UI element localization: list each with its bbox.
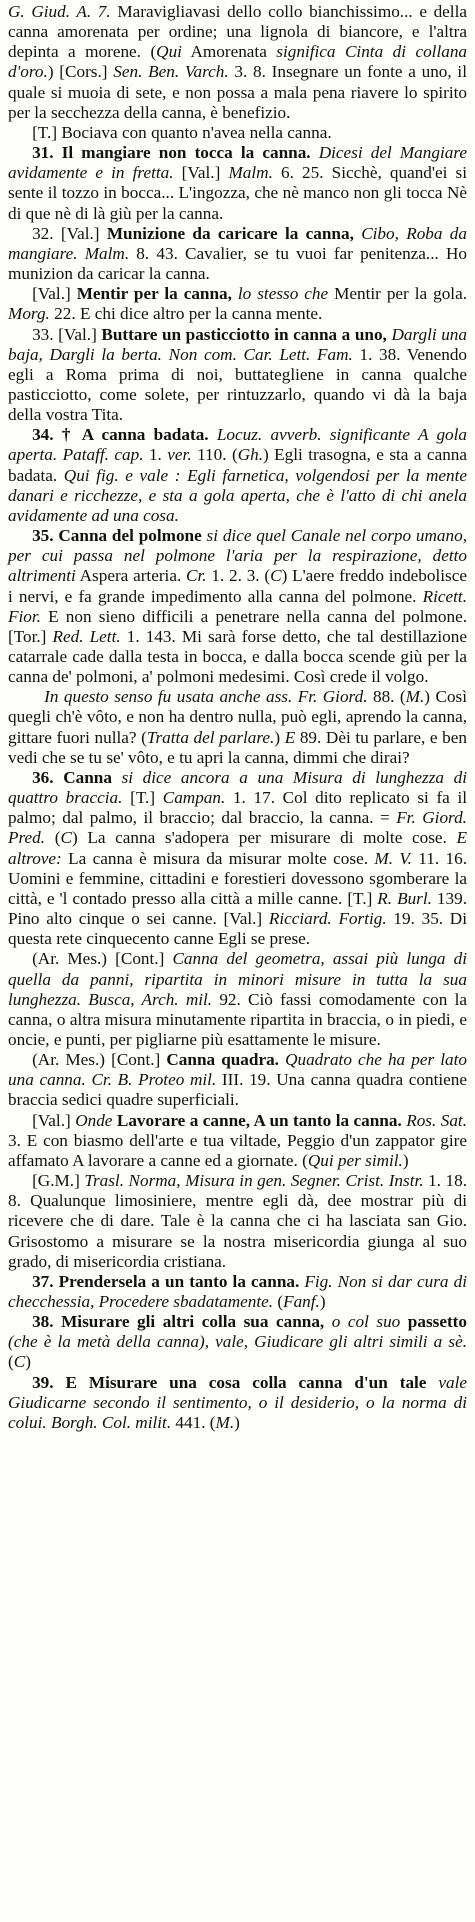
entry-paragraph (8, 526, 467, 687)
headword-run: Buttare un pasticciotto in canna a uno, (101, 324, 387, 344)
italic-run: significa Cinta di collana d'oro. (8, 42, 468, 82)
italic-run: Dargli una baja, Dargli la berta. Non com. Car. Lett. Fam. (8, 324, 467, 364)
entry-paragraph (8, 1272, 467, 1312)
italic-run: C (60, 828, 72, 848)
italic-run: Ricciard. Fortig. (268, 909, 387, 929)
entry-paragraph (8, 284, 467, 324)
headword-run: 35. Canna del polmone (32, 526, 202, 546)
text-run: 32. [Val.] (32, 223, 107, 243)
italic-run: Fr. Giord. Pred. (8, 808, 467, 848)
text-run: 11. 16. Uomini e femmine, cittadini e forestieri dovessono sgomberare la città, e 'l contado presso alla città a mille canne. [T.] (8, 848, 467, 908)
italic-run: Qui per simil. (307, 1150, 403, 1170)
italic-run: C (270, 566, 282, 586)
text-run: ) [Cors.] (47, 62, 114, 82)
headword-run: Lavorare a canne, A un tanto la canna. (112, 1110, 402, 1130)
entry-paragraph (8, 687, 467, 768)
italic-run: Onde (75, 1110, 113, 1130)
entry-paragraph (8, 425, 467, 526)
italic-run: Tratta del parlare. (146, 727, 275, 747)
text-run: ( (45, 828, 61, 848)
entry-paragraph (8, 1312, 467, 1372)
italic-run: (che è la metà della canna), vale, Giudicare gli altri simili a sè. (8, 1332, 467, 1352)
italic-run: Qui (156, 42, 182, 62)
italic-run: C (13, 1352, 26, 1372)
headword-run: Munizione da caricare la canna, (106, 223, 354, 243)
text-run: Aspera arteria. (75, 566, 187, 586)
entry-paragraph (8, 325, 467, 426)
italic-run: M. (215, 1412, 235, 1432)
italic-run: Fig. Non si dar cura di checchessia, Procedere sbadatamente. (8, 1271, 468, 1311)
text-run: III. 19. Una canna quadra contiene braccia sedici quadre superficiali. (8, 1070, 467, 1110)
italic-run: Morg. (8, 304, 50, 324)
text-run: ) (25, 1352, 31, 1372)
entry-paragraph (8, 949, 467, 1050)
text-run: ) Egli trasognа, e sta a canna badata. (8, 445, 468, 485)
headword-run: passetto (407, 1312, 467, 1332)
italic-run: Ricett. Fior. (8, 586, 467, 626)
italic-run: lo stesso che (231, 284, 329, 304)
entry-paragraph (8, 224, 467, 284)
text-run: ) (274, 727, 285, 747)
entry-paragraph (8, 1050, 467, 1110)
italic-run: Quadrato che ha per lato una canna. Cr. B. Proteo mil. (8, 1050, 467, 1090)
text-run: 88. ( (367, 687, 406, 707)
text-run: 1. 38. Venendo egli a Roma prima di noi, buttategliene in canna qualche pasticciotto, come solete, per rintuzzarlo, quando vi dà la baja della vostra Tita. (8, 344, 468, 425)
italic-run: si dice quel Canale nel corpo umano, per cui passa nel polmone l'aria per la respirazione, detto altrimenti (8, 526, 467, 586)
headword-run: 36. Canna (32, 767, 112, 787)
headword-run: 38. Misurare gli altri colla sua canna, (32, 1312, 325, 1332)
italic-run: M. V. (374, 848, 412, 868)
text-run: 3. 8. Insegnare un fonte a uno, il quale si muoia di sete, e non possa a mala pena riavere lo spirito per la secchezza della canna, è benefizio. (8, 62, 467, 122)
italic-run: E (284, 727, 296, 747)
headword-run: Canna quadra. (166, 1050, 279, 1070)
italic-run: E altrove: (8, 828, 467, 868)
text-run: E non sieno difficili a penetrare nella canna del polmone. [Tor.] (8, 606, 467, 646)
italic-run: Gh. (237, 445, 264, 465)
text-run: 1. 2. 3. ( (206, 566, 271, 586)
italic-run: Red. Lett. (52, 626, 121, 646)
text-run: 139. Pino alto cinque o sei canne. [Val.] (8, 888, 467, 929)
text-run: ) Così quegli ch'è vôto, e non ha dentro nulla, può egli, aprendo la canna, gittare fuori nulla? ( (8, 687, 467, 747)
headword-run: Mentir per la canna, (76, 284, 232, 304)
italic-run: Locuz. avverb. significante A gola aperta. Pataff. cap. (8, 425, 467, 465)
headword-run: 31. Il mangiare non tocca la canna. (32, 143, 311, 163)
text-run: [Val.] (32, 1110, 76, 1130)
entry-paragraph (8, 2, 467, 123)
italic-run: Ros. Sat. (401, 1110, 467, 1130)
entry-paragraph (8, 1171, 467, 1272)
text-run: 110. ( (191, 445, 238, 465)
text-run: ) La canna s'adopera per misurare di molte cose. (71, 828, 457, 848)
text-run: 1. 17. Col dito replicato si fa il palmo; dal palmo, il braccio; dal braccio, la canna. = (8, 788, 468, 828)
italic-run: In questo senso fu usata anche ass. Fr. Giord. (44, 687, 368, 707)
entry-paragraph (8, 123, 467, 143)
text-run: [Val.] (173, 163, 229, 183)
text-run: 92. Ciò fassi comodamente con la canna, o altra misura minutamente ripartita in braccia, o in piedi, e oncie, e punti, per pigliarne più esattamente le misure. (8, 989, 467, 1049)
text-run: [T.] (122, 788, 163, 808)
text-run: Mentir per la gola. (328, 284, 467, 304)
headword-run: 39. E Misurare una cosa colla canna d'un tale (32, 1372, 427, 1392)
text-run: 6. 25. Sicchè, quand'ei si sente il tozzo in bocca... L'ingozza, che nè manco non gli tocca Nè di que nè di là giù per la canna. (8, 163, 468, 223)
text-run: ) (319, 1292, 326, 1311)
italic-run: Campan. (162, 788, 226, 808)
text-run: 89. Dèi tu parlare, e ben vedi che se tu se' vôto, e tu apri la canna, dimmi che dirai? (8, 727, 467, 767)
text-run: ( (273, 1292, 284, 1311)
text-run: [G.M.] (32, 1171, 85, 1191)
text-run: [T.] Bociava con quanto n'avea nella canna. (32, 122, 332, 142)
headword-run: 37. Prendersela a un tanto la canna. (32, 1271, 300, 1291)
entry-paragraph (8, 768, 467, 949)
text-run: 33. [Val.] (32, 324, 102, 344)
italic-run: si dice ancora a una Misura di lunghezza di quattro braccia. (8, 767, 467, 808)
italic-run: Cr. (186, 566, 207, 586)
text-run: [Val.] (32, 284, 77, 304)
text-run: 19. 35. Di questa rete cinquecento canne Egli se prese. (8, 909, 467, 949)
italic-run: Canna del geometra, assai più lunga di quella da panni, ripartita in minori misure in tutta la sua lunghezza. Busca, Arch. mil. (8, 949, 468, 1009)
entry-paragraph (8, 1373, 467, 1433)
italic-run: M. (405, 687, 425, 707)
text-run: 3. E con biasmo dell'arte e tua viltade, Peggio d'un zappator gire affamato A lavorare a canne ed a giornate. ( (8, 1130, 467, 1170)
text-run: 441. ( (171, 1412, 216, 1432)
text-run: 1. (143, 445, 168, 465)
italic-run: Dicesi del Mangiare avidamente e in fretta. (8, 143, 467, 183)
italic-run: Qui fig. e vale : Egli farnetica, volgendosi per la mente danari e ricchezze, e sta a gola aperta, che è l'atto di chi anela avidamente ad una cosa. (8, 465, 467, 525)
text-run: ) (234, 1412, 240, 1432)
italic-run: o col suo (324, 1312, 408, 1332)
headword-run: 34. † A canna badata. (32, 425, 209, 445)
text-run: 8. 43. Cavalier, se tu vuoi far penitenza... Ho munizion da caricar la canna. (8, 243, 468, 284)
italic-run: Cibo, Roba da mangiare. Malm. (8, 223, 467, 263)
text-run: ) (402, 1150, 409, 1170)
text-run: 1. 143. Mi sarà forse detto, che tal destillazione catarrale cade dalla testa in bocca, e dalla bocca scende giù per la canna de' polmoni, a' polmoni medesimi. Così crede il volgo. (8, 626, 467, 687)
italic-run: Sen. Ben. Varch. (113, 62, 229, 82)
text-run: Maravigliavasi dello collo bianchissimo... e della canna amorenata per ordine; una lignola di biancore, e l'altra depinta a morene. ( (8, 2, 467, 62)
italic-run: ver. (167, 445, 192, 465)
text-run: ) L'aere freddo indebolisce i nervi, e fa grande impedimento alla canna del polmone. (8, 566, 467, 606)
entry-paragraph (8, 1111, 467, 1171)
text-run: La canna è misura da misurar molte cose. (61, 848, 375, 868)
italic-run: R. Burl. (377, 888, 432, 908)
text-run: Amorenata (181, 42, 277, 62)
italic-run: Malm. (228, 163, 273, 183)
text-run: (Ar. Mes.) [Cont.] (32, 949, 173, 969)
italic-run: vale Giudicarne secondo il sentimento, o il desiderio, o la norma di colui. Borgh. Col. milit. (8, 1372, 467, 1432)
text-run: (Ar. Mes.) [Cont.] (32, 1050, 167, 1070)
entry-paragraph (8, 143, 467, 224)
italic-run: Trasl. Norma, Misura in gen. Segner. Crist. Instr. (84, 1171, 424, 1191)
text-run: 1. 18. 8. Qualunque limosiniere, mentre egli dà, dee mostrar più di ricevere che di dare. Tale è la canna che ci ha lasciata san Gio. Grisostomo a misurare se la nostra misericordia giunga al suo grado, di misericordia cristiana. (8, 1171, 467, 1271)
italic-run: Fanf. (283, 1292, 320, 1311)
text-run: 22. E chi dice altro per la canna mente. (49, 304, 323, 324)
text-run: ( (8, 1352, 14, 1372)
italic-run: G. Giud. A. 7. (8, 2, 111, 21)
